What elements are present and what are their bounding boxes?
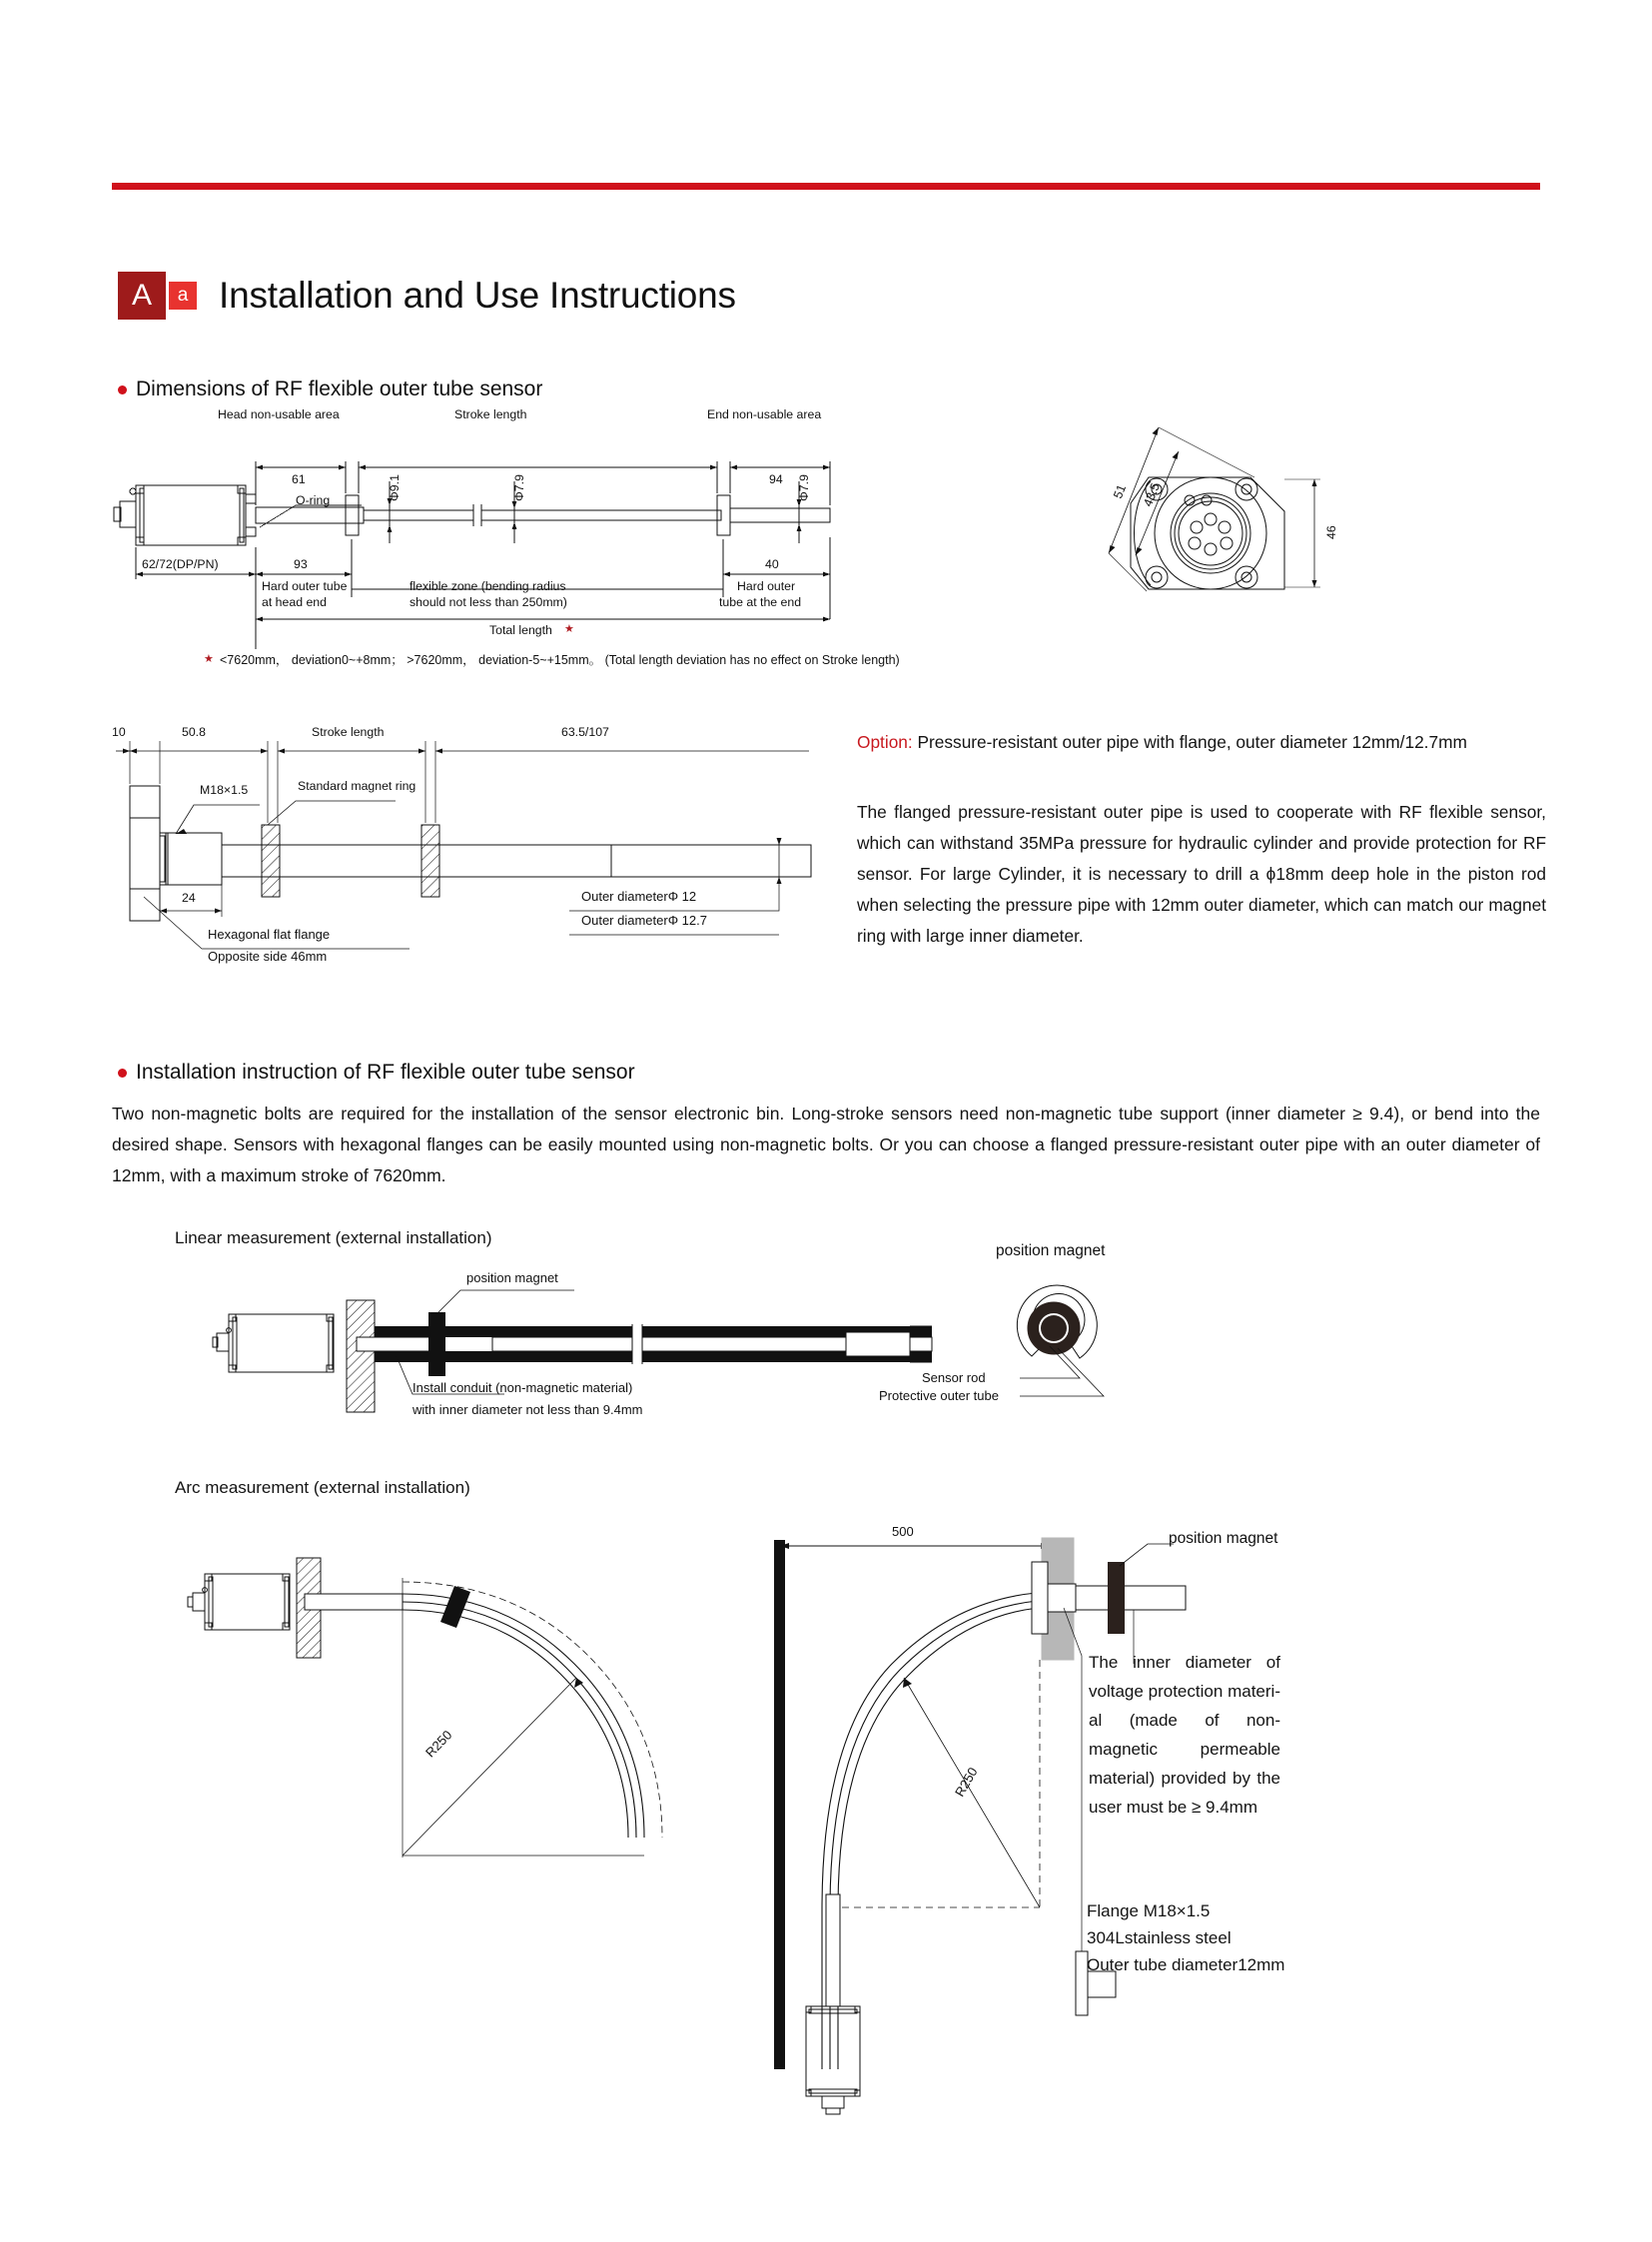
option-headline: Pressure-resistant outer pipe with flange, outer diameter 12mm/12.7mm [912,732,1467,752]
label-outer-diameter-12-7: Outer diameterΦ 12.7 [581,913,707,928]
dim-diameter-7-9-end: Φ7.9 [797,474,811,501]
dim-40: 40 [765,557,779,571]
label-standard-magnet-ring: Standard magnet ring [298,779,416,793]
label-end-non-usable-area: End non-usable area [707,407,822,421]
label-install-conduit-2: with inner diameter not less than 9.4mm [413,1402,643,1417]
badge-lowercase-a: a [169,282,197,310]
dim-46: 46 [1324,525,1338,539]
header-accent-rule [112,183,1540,190]
dim-94: 94 [769,472,783,486]
footnote-star-icon: ★ [204,653,214,665]
caption-arc-measurement: Arc measurement (external installation) [175,1478,470,1497]
badge-uppercase-a: A [118,272,166,320]
dim-62-72-dp-pn: 62/72(DP/PN) [142,557,219,571]
dim-diameter-7-9-mid: Φ7.9 [512,474,526,501]
diagram-rf-sensor-dimensions [100,407,1119,689]
label-hard-outer-tube-head-1: Hard outer tube [262,579,348,593]
label-hard-outer-tube-end-1: Hard outer [737,579,796,593]
label-head-non-usable-area: Head non-usable area [218,407,340,421]
label-stroke-length-2: Stroke length [312,725,385,739]
section-heading-label: Installation instruction of RF flexible outer tube sensor [136,1061,635,1084]
label-hexagonal-flat-flange: Hexagonal flat flange [208,927,331,942]
dim-r250-left: R250 [422,1727,455,1761]
label-total-length: Total length [489,623,552,637]
dim-diameter-9-1: Φ9.1 [388,474,402,501]
flange-note-line-1: Flange M18×1.5 [1087,1901,1211,1920]
arc-protection-note: The inner diameter of voltage protection materi-al (made of non-magnetic permeable material) provided by the user must be ≥ 9.4mm [1089,1653,1280,1817]
dim-61: 61 [292,472,306,486]
diagram-arc-measurement-left [175,1538,734,1897]
label-protective-outer-tube: Protective outer tube [879,1388,999,1403]
label-stroke-length: Stroke length [454,407,527,421]
label-position-magnet-arc: position magnet [1169,1530,1278,1547]
flange-note-line-3: Outer tube diameter12mm [1087,1955,1285,1974]
dim-500: 500 [892,1524,914,1539]
diagram-magnet-cross-section [879,1242,1303,1428]
dim-43-5: 43.5 [1141,480,1163,509]
section-heading-label: Dimensions of RF flexible outer tube sensor [136,377,543,400]
flange-note-line-2: 304Lstainless steel [1087,1928,1232,1947]
page-title-row [118,272,736,320]
diagram-pressure-resistant-pipe [112,721,819,991]
label-flexible-zone-1: flexible zone (bending radius [410,579,566,593]
diagram-linear-measurement [175,1264,934,1424]
label-install-conduit-1: Install conduit (non-magnetic material) [413,1380,633,1395]
label-hard-outer-tube-end-2: tube at the end [719,595,802,609]
bullet-dot-icon [118,1069,127,1078]
dim-10: 10 [112,725,126,739]
dim-24: 24 [182,891,196,905]
diagram-connector-end-view [1089,407,1348,637]
label-thread-m18: M18×1.5 [200,783,249,797]
label-o-ring: O-ring [296,493,331,507]
dim-r250-right: R250 [952,1765,981,1800]
label-outer-diameter-12: Outer diameterΦ 12 [581,889,697,904]
label-sensor-rod: Sensor rod [922,1370,986,1385]
option-block [857,727,1546,758]
label-flexible-zone-2: should not less than 250mm) [410,595,567,609]
installation-paragraph: Two non-magnetic bolts are required for the installation of the sensor electronic bin. Long-stroke sensors need non-magnetic tube support (inner diameter ≥ 9.4), or bend into the desired shape. Sensors with hexagonal flanges can be easily mounted using non-magnetic bolts. Or you can choose a flanged pressure-resistant outer pipe with an outer diameter of 12mm, with a maximum stroke of 7620mm. [112,1104,1540,1185]
dim-50-8: 50.8 [182,725,206,739]
page-title: Installation and Use Instructions [219,275,736,316]
caption-linear-measurement: Linear measurement (external installation) [175,1228,492,1247]
label-position-magnet-section: position magnet [996,1242,1106,1259]
label-opposite-side-46mm: Opposite side 46mm [208,949,328,964]
label-position-magnet-linear: position magnet [466,1270,558,1285]
total-length-star-icon: ★ [564,623,574,635]
section-heading-installation [118,1061,635,1085]
dim-51: 51 [1111,482,1130,501]
dim-93: 93 [294,557,308,571]
footnote-deviation: <7620mm， deviation0~+8mm； >7620mm， deviation-5~+15mm。 (Total length deviation has no effect on Stroke length) [220,653,900,667]
section-heading-dimensions [118,377,542,401]
option-body: The flanged pressure-resistant outer pipe is used to cooperate with RF flexible sensor, which can withstand 35MPa pressure for hydraulic cylinder and provide protection for RF sensor. For large Cylinder, it is necessary to drill a ϕ18mm deep hole in the piston rod when selecting the pressure pipe with 12mm outer diameter, which can match our magnet ring with large inner diameter. [857,802,1546,946]
bullet-dot-icon [118,385,127,394]
label-hard-outer-tube-head-2: at head end [262,595,327,609]
dim-63-5-107: 63.5/107 [561,725,609,739]
option-label: Option: [857,732,913,752]
